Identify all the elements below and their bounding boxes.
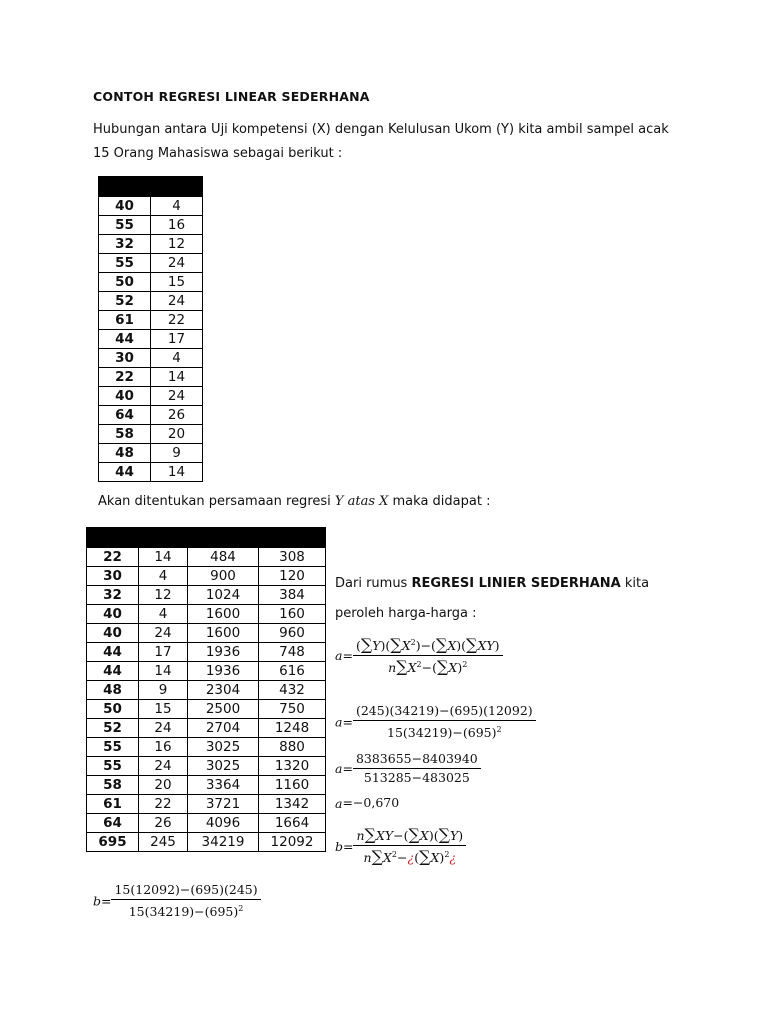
table-row (99, 292, 203, 311)
table-row (99, 216, 203, 235)
table-row (87, 833, 326, 852)
table-cell: 695 (87, 833, 139, 852)
table-cell: 30 (87, 567, 139, 586)
table-cell: 9 (151, 444, 203, 463)
table-cell: 50 (99, 273, 151, 292)
table-cell: 20 (151, 425, 203, 444)
equation-a-computed: a= $\frac{8383655-8403940}{513285-483025}$ (335, 750, 481, 787)
table-row (99, 197, 203, 216)
table-cell: 50 (87, 700, 139, 719)
table-cell: 1320 (259, 757, 326, 776)
equation-a-result-value: =−0,670 (342, 795, 400, 810)
table-cell: 24 (151, 292, 203, 311)
equation-b-formula: b= $\frac{n\sum XY-(\sum X)(\sum Y)}{n\sum X^2-¿(\sum X)^2¿}$ (335, 826, 466, 867)
table-row (99, 463, 203, 482)
formula-intro-bold: REGRESI LINIER SEDERHANA (411, 576, 621, 591)
table-cell: 40 (99, 197, 151, 216)
table-cell: 44 (99, 330, 151, 349)
table-row (87, 795, 326, 814)
formula-intro-line-1 (335, 576, 649, 591)
table-cell: 22 (99, 368, 151, 387)
equation-b-sub-numerator: 15(12092)−(695)(245) (111, 881, 260, 900)
table-cell: 484 (188, 548, 259, 567)
table-cell: 22 (151, 311, 203, 330)
table-row (99, 311, 203, 330)
table-row (87, 605, 326, 624)
table-row (99, 349, 203, 368)
table-cell: 32 (87, 586, 139, 605)
table-cell: 750 (259, 700, 326, 719)
squared-exponent: 2 (238, 904, 244, 913)
table-cell: 1936 (188, 643, 259, 662)
table-row (87, 681, 326, 700)
table-cell: 58 (99, 425, 151, 444)
table-cell: 1600 (188, 605, 259, 624)
table-cell: 12092 (259, 833, 326, 852)
table-cell: 52 (99, 292, 151, 311)
table-cell: 4 (139, 567, 188, 586)
table-cell: 245 (139, 833, 188, 852)
table-cell: 26 (139, 814, 188, 833)
table-cell: 34219 (188, 833, 259, 852)
table-cell: 2304 (188, 681, 259, 700)
intro-line-1: Hubungan antara Uji kompetensi (X) dengan Kelulusan Ukom (Y) kita ambil sampel acak (93, 122, 669, 137)
table-row (87, 548, 326, 567)
regression-intro-pre: Akan ditentukan persamaan regresi (98, 494, 335, 509)
formula-intro-pre: Dari rumus (335, 576, 412, 591)
render-artifact-glyph: ¿ (449, 850, 457, 866)
render-artifact-glyph: ¿ (407, 850, 415, 866)
table-cell: 20 (139, 776, 188, 795)
table-row (87, 662, 326, 681)
regression-intro (98, 494, 490, 509)
intro-line-2: 15 Orang Mahasiswa sebagai berikut : (93, 146, 343, 161)
table-cell: 44 (99, 463, 151, 482)
table-cell: 3025 (188, 738, 259, 757)
table-row (99, 406, 203, 425)
table-row (99, 444, 203, 463)
equation-a-calc-numerator: 8383655−8403940 (353, 750, 481, 769)
equation-a-calc-denominator: 513285−483025 (363, 770, 470, 785)
table-cell: 960 (259, 624, 326, 643)
table-cell: 308 (259, 548, 326, 567)
table-cell: 120 (259, 567, 326, 586)
table-cell: 16 (151, 216, 203, 235)
sample-data-table (98, 176, 203, 482)
table-cell: 40 (87, 624, 139, 643)
table-header-row (99, 177, 203, 197)
table-row (87, 719, 326, 738)
table-row (87, 586, 326, 605)
table-row (99, 425, 203, 444)
table-cell: 16 (139, 738, 188, 757)
table-cell: 1248 (259, 719, 326, 738)
table-cell: 14 (139, 548, 188, 567)
table-cell: 1160 (259, 776, 326, 795)
table-cell: 26 (151, 406, 203, 425)
equation-a-sub-denominator: 15(34219)−(695) (387, 725, 497, 741)
table-cell: 48 (99, 444, 151, 463)
table-cell: 17 (151, 330, 203, 349)
equation-a-substituted: a= $\frac{(245)(34219)-(695)(12092)}{15(34219)-(695)^2}$ (335, 702, 536, 742)
page-title: CONTOH REGRESI LINEAR SEDERHANA (93, 89, 370, 104)
table-row (99, 330, 203, 349)
table-cell: 58 (87, 776, 139, 795)
table-cell: 64 (87, 814, 139, 833)
table-cell: 22 (87, 548, 139, 567)
table-cell: 40 (99, 387, 151, 406)
equation-a-result: a=−0,670 (335, 795, 400, 811)
squared-exponent: 2 (496, 725, 502, 734)
table-cell: 24 (151, 387, 203, 406)
table-cell: 616 (259, 662, 326, 681)
table-cell: 1342 (259, 795, 326, 814)
table-header-row (87, 528, 326, 548)
regression-intro-post: maka didapat : (388, 494, 491, 509)
table-cell: 2500 (188, 700, 259, 719)
table-cell: 880 (259, 738, 326, 757)
formula-intro-line-2: peroleh harga-harga : (335, 606, 477, 621)
table-cell: 3364 (188, 776, 259, 795)
table-cell: 432 (259, 681, 326, 700)
table-cell: 1600 (188, 624, 259, 643)
table-cell: 32 (99, 235, 151, 254)
table-row (87, 814, 326, 833)
table-cell: 3721 (188, 795, 259, 814)
table-row (87, 643, 326, 662)
table-cell: 40 (87, 605, 139, 624)
table-cell: 14 (151, 368, 203, 387)
table-cell: 12 (151, 235, 203, 254)
table-row (99, 273, 203, 292)
table-cell: 30 (99, 349, 151, 368)
equation-a-sub-numerator: (245)(34219)−(695)(12092) (353, 702, 536, 721)
table-cell: 55 (99, 254, 151, 273)
table-cell: 384 (259, 586, 326, 605)
table-cell: 61 (99, 311, 151, 330)
table-cell: 55 (99, 216, 151, 235)
table-cell: 1936 (188, 662, 259, 681)
regression-intro-math: Y atas X (334, 494, 389, 509)
table-cell: 4 (151, 349, 203, 368)
table-cell: 160 (259, 605, 326, 624)
table-cell: 44 (87, 662, 139, 681)
table-cell: 9 (139, 681, 188, 700)
equation-b-substituted: b= $\frac{15(12092)-(695)(245)}{15(34219)-(695)^2}$ (93, 881, 261, 921)
table-cell: 2704 (188, 719, 259, 738)
table-cell: 24 (139, 624, 188, 643)
table-row (99, 387, 203, 406)
table-row (87, 567, 326, 586)
table-cell: 64 (99, 406, 151, 425)
table-cell: 15 (139, 700, 188, 719)
table-cell: 17 (139, 643, 188, 662)
table-cell: 61 (87, 795, 139, 814)
table-row (99, 368, 203, 387)
table-cell: 15 (151, 273, 203, 292)
table-cell: 55 (87, 738, 139, 757)
table-row (87, 738, 326, 757)
computation-table (86, 527, 326, 852)
formula-intro-post: kita (620, 576, 650, 591)
table-cell: 14 (139, 662, 188, 681)
table-cell: 24 (139, 757, 188, 776)
table-cell: 900 (188, 567, 259, 586)
table-row (87, 757, 326, 776)
table-cell: 1664 (259, 814, 326, 833)
table-cell: 4 (139, 605, 188, 624)
table-cell: 748 (259, 643, 326, 662)
table-cell: 24 (139, 719, 188, 738)
equation-a-formula: a= $\frac{(\sum Y)(\sum X^2)-(\sum X)(\sum XY)}{n\sum X^2-(\sum X)^2}$ (335, 634, 503, 677)
table-row (99, 254, 203, 273)
table-row (99, 235, 203, 254)
table-cell: 22 (139, 795, 188, 814)
table-cell: 14 (151, 463, 203, 482)
equation-b-sub-denominator: 15(34219)−(695) (128, 904, 239, 920)
table-cell: 24 (151, 254, 203, 273)
table-cell: 48 (87, 681, 139, 700)
table-cell: 52 (87, 719, 139, 738)
table-cell: 3025 (188, 757, 259, 776)
table-cell: 55 (87, 757, 139, 776)
table-row (87, 700, 326, 719)
table-cell: 12 (139, 586, 188, 605)
table-row (87, 776, 326, 795)
table-cell: 44 (87, 643, 139, 662)
table-cell: 4 (151, 197, 203, 216)
table-row (87, 624, 326, 643)
table-cell: 1024 (188, 586, 259, 605)
table-cell: 4096 (188, 814, 259, 833)
